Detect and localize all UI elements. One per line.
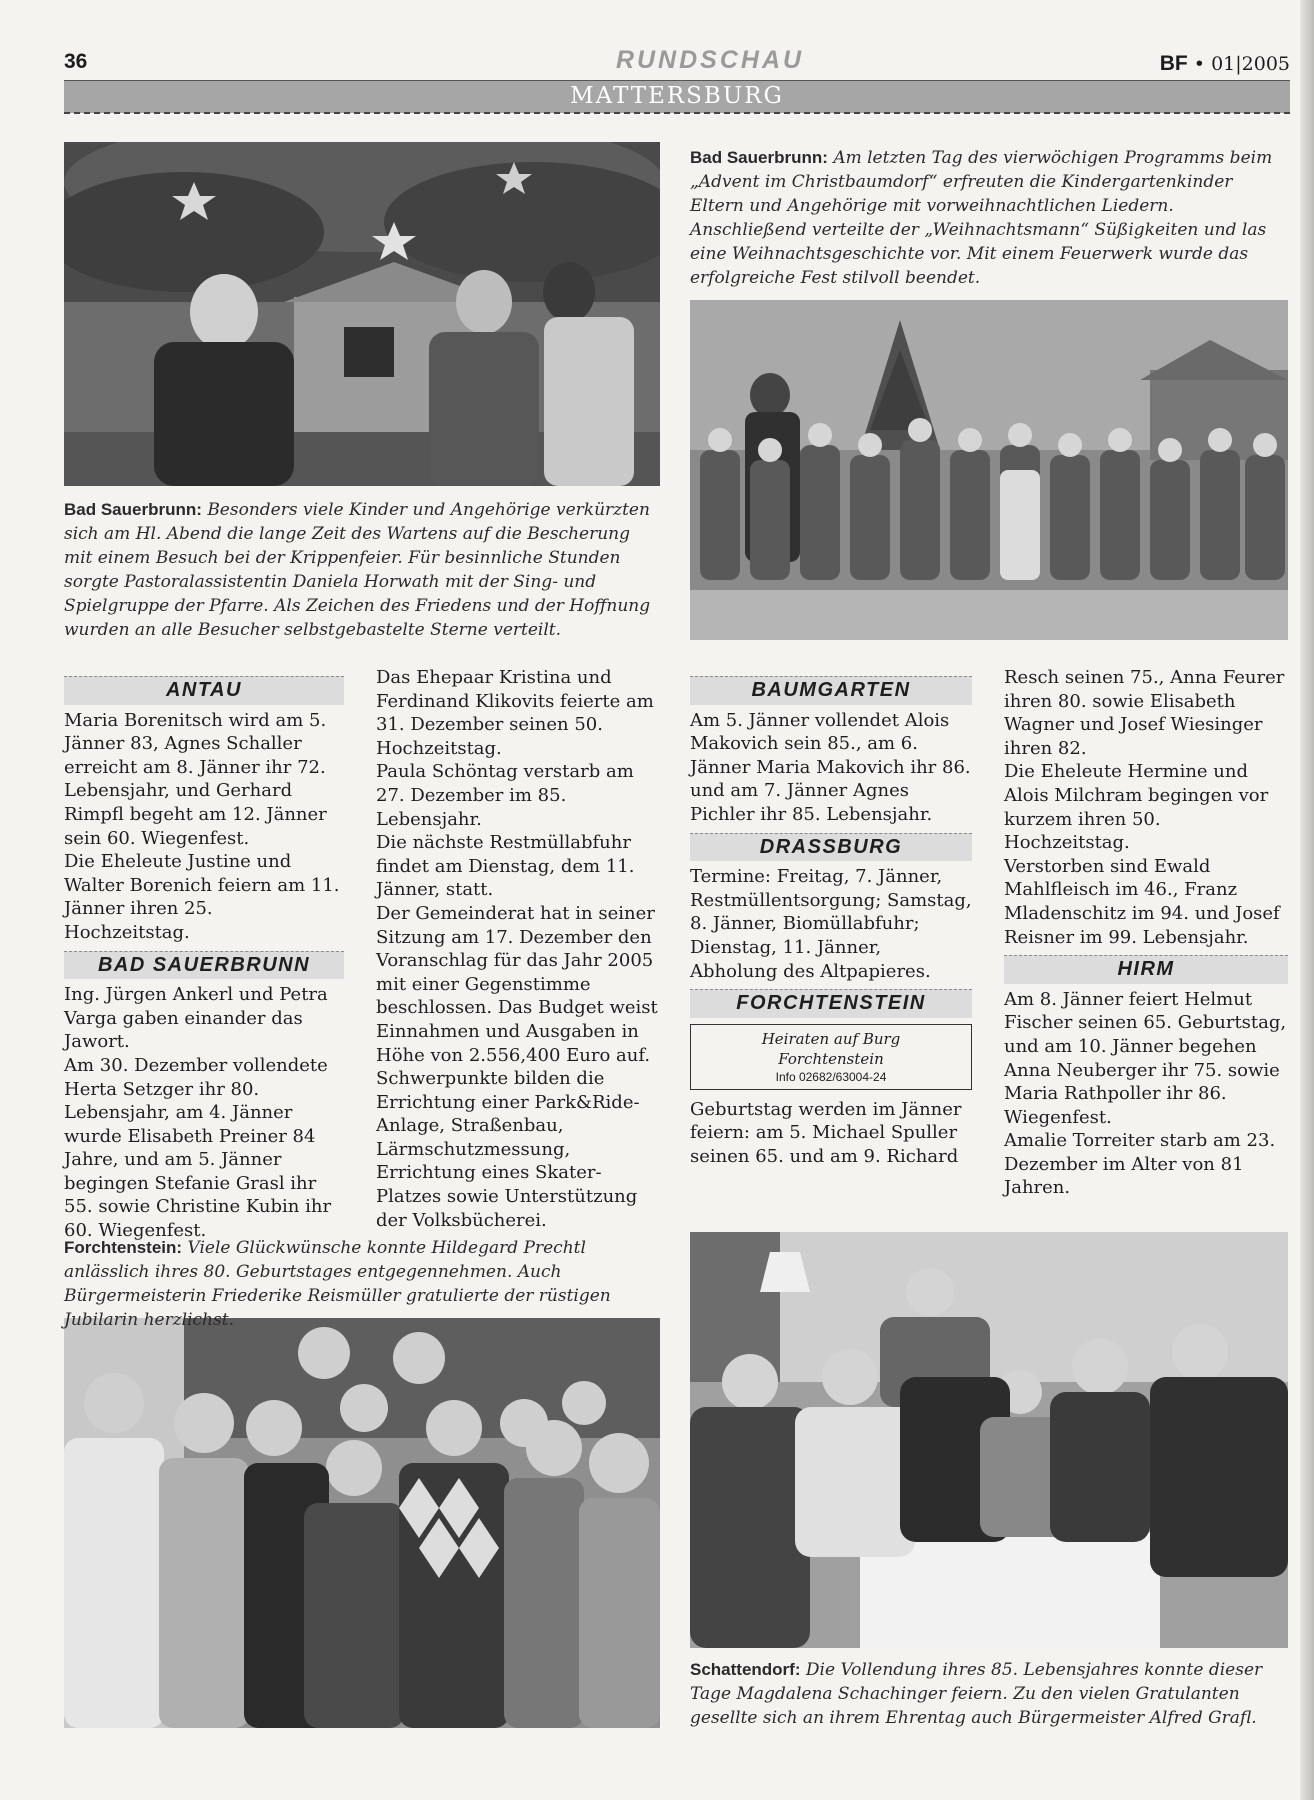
ad-line: Forchtenstein bbox=[778, 1049, 884, 1068]
photo-crib-children bbox=[64, 142, 660, 486]
paragraph: Am 30. Dezember vollendete Herta Setzger ihr 80. Lebensjahr, am 4. Jänner wurde Elisabeth Preiner 84 Jahre, und am 5. Jänner begingen Stefanie Grasl ihr 55. sowie Christine Kubin ihr 60. Wiegenfest. bbox=[64, 1054, 332, 1242]
paragraph: Paula Schöntag verstarb am 27. Dezember im 85. Lebensjahr. bbox=[376, 761, 634, 830]
caption-lead: Bad Sauerbrunn: bbox=[690, 148, 828, 167]
paragraph: Amalie Torreiter starb am 23. Dezember im Alter von 81 Jahren. bbox=[1004, 1130, 1276, 1199]
column-3 bbox=[690, 670, 972, 1169]
column-1 bbox=[64, 670, 344, 1243]
caption-text: Am letzten Tag des vierwöchigen Programms beim „Advent im Christbaumdorf“ erfreuten die Kindergartenkinder Eltern und Angehörige mit vorweihnachtlichen Liedern. Anschließend verteilte der „Weihnachtsmann“ Süßigkeiten und las eine Weihnachtsgeschichte vor. Mit einem Feuerwerk wurde das erfolgreiche Fest stilvoll beendet. bbox=[690, 148, 1273, 288]
ad-line: Heiraten auf Burg bbox=[761, 1029, 901, 1048]
caption-advent-kindergarten bbox=[690, 146, 1288, 290]
issue-info bbox=[1160, 52, 1290, 76]
paragraph: Verstorben sind Ewald Mahlfleisch im 46., Franz Mladenschitz im 94. und Josef Reisner im 99. Lebensjahr. bbox=[1004, 855, 1280, 948]
advertisement-box bbox=[690, 1024, 972, 1090]
caption-lead: Bad Sauerbrunn: bbox=[64, 500, 202, 519]
caption-lead: Schattendorf: bbox=[690, 1660, 801, 1679]
photo-kindergarten-group bbox=[690, 300, 1288, 640]
paragraph: Am 8. Jänner feiert Helmut Fischer seinen 65. Geburtstag, und am 10. Jänner begehen Anna Neuberger ihr 75. sowie Maria Rathpoller ihr 86. Wiegenfest. bbox=[1004, 988, 1287, 1128]
paragraph: Die nächste Restmüllabfuhr findet am Dienstag, dem 11. Jänner, statt. bbox=[376, 832, 635, 901]
photo-birthday-group bbox=[64, 1318, 660, 1728]
caption-crib-celebration bbox=[64, 498, 660, 642]
caption-lead: Forchtenstein: bbox=[64, 1238, 183, 1257]
section-divider bbox=[64, 112, 1290, 114]
paragraph: Der Gemeinderat hat in seiner Sitzung am 17. Dezember den Voranschlag für das Jahr 2005 mit einer Gegenstimme beschlossen. Das Budget weist Einnahmen und Ausgaben in Höhe von 2.556,400 Euro auf. Schwerpunkte bilden die Errichtung einer Park&Ride-Anlage, Straßenbau, Lärmschutzmessung, Errichtung eines Skater-Platzes sowie Unterstützung der Volksbücherei. bbox=[376, 902, 658, 1231]
column-4 bbox=[1004, 666, 1288, 1200]
paragraph: Resch seinen 75., Anna Feurer ihren 80. sowie Elisabeth Wagner und Josef Wiesinger ihren 82. bbox=[1004, 667, 1285, 759]
paragraph: Die Eheleute Hermine und Alois Milchram begingen vor kurzem ihren 50. Hochzeitstag. bbox=[1004, 761, 1269, 854]
page-number: 36 bbox=[64, 50, 88, 73]
paragraph: Das Ehepaar Kristina und Ferdinand Klikovits feierte am 31. Dezember seinen 50. Hochzeitstag. bbox=[376, 667, 654, 759]
page-edge-shadow bbox=[1300, 0, 1314, 1800]
paragraph: Ing. Jürgen Ankerl und Petra Varga gaben einander das Jawort. bbox=[64, 984, 328, 1053]
publication-title: RUNDSCHAU bbox=[615, 46, 805, 74]
photo-table-celebration bbox=[690, 1232, 1288, 1648]
issue-date: 01|2005 bbox=[1211, 53, 1290, 75]
issue-brand: BF bbox=[1159, 52, 1188, 75]
caption-text: Besonders viele Kinder und Angehörige verkürzten sich am Hl. Abend die lange Zeit des Wartens auf die Bescherung mit einem Besuch bei der Krippenfeier. Für besinnliche Stunden sorgte Pastoralassistentin Daniela Horwath mit der Sing- und Spielgruppe der Pfarre. Als Zeichen des Friedens und der Hoffnung wurden an alle Besucher selbstgebastelte Sterne verteilt. bbox=[64, 500, 651, 640]
issue-separator: • bbox=[1193, 53, 1206, 75]
column-2 bbox=[376, 666, 660, 1232]
paragraph: Geburtstag werden im Jänner feiern: am 5. Michael Spuller seinen 65. und am 9. Richard bbox=[690, 1098, 962, 1167]
section-heading-baumgarten: BAUMGARTEN bbox=[690, 676, 972, 705]
caption-text: Viele Glückwünsche konnte Hildegard Prechtl anlässlich ihres 80. Geburtstages entgegennehmen. Auch Bürgermeisterin Friederike Reismüller gratulierte der rüstigen Jubilarin herzlichst. bbox=[64, 1238, 611, 1330]
section-heading-forchtenstein: FORCHTENSTEIN bbox=[690, 989, 972, 1018]
paragraph: Die Eheleute Justine und Walter Borenich feiern am 11. Jänner ihren 25. Hochzeitstag. bbox=[64, 851, 340, 943]
caption-prechtl-birthday bbox=[64, 1236, 660, 1332]
section-heading-bad-sauerbrunn: BAD SAUERBRUNN bbox=[64, 951, 344, 980]
section-title: MATTERSBURG bbox=[570, 83, 784, 109]
section-heading-hirm: HIRM bbox=[1004, 955, 1288, 984]
ad-contact: Info 02682/63004-24 bbox=[775, 1069, 887, 1084]
paragraph: Maria Borenitsch wird am 5. Jänner 83, Agnes Schaller erreicht am 8. Jänner ihr 72. Lebensjahr, und Gerhard Rimpfl begeht am 12. Jänner sein 60. Wiegenfest. bbox=[64, 709, 327, 849]
section-heading-antau: ANTAU bbox=[64, 676, 344, 705]
section-heading-drassburg: DRASSBURG bbox=[690, 833, 972, 862]
paragraph: Am 5. Jänner vollendet Alois Makovich sein 85., am 6. Jänner Maria Makovich ihr 86. und am 7. Jänner Agnes Pichler ihr 85. Lebensjahr. bbox=[690, 709, 971, 825]
caption-text: Die Vollendung ihres 85. Lebensjahres konnte dieser Tage Magdalena Schachinger feiern. Zu den vielen Gratulanten gesellte sich an ihrem Ehrentag auch Bürgermeister Alfred Grafl. bbox=[690, 1660, 1263, 1728]
paragraph: Termine: Freitag, 7. Jänner, Restmüllentsorgung; Samstag, 8. Jänner, Biomüllabfuhr; Dienstag, 11. Jänner, Abholung des Altpapieres. bbox=[690, 866, 972, 982]
caption-schachinger-birthday bbox=[690, 1658, 1288, 1730]
